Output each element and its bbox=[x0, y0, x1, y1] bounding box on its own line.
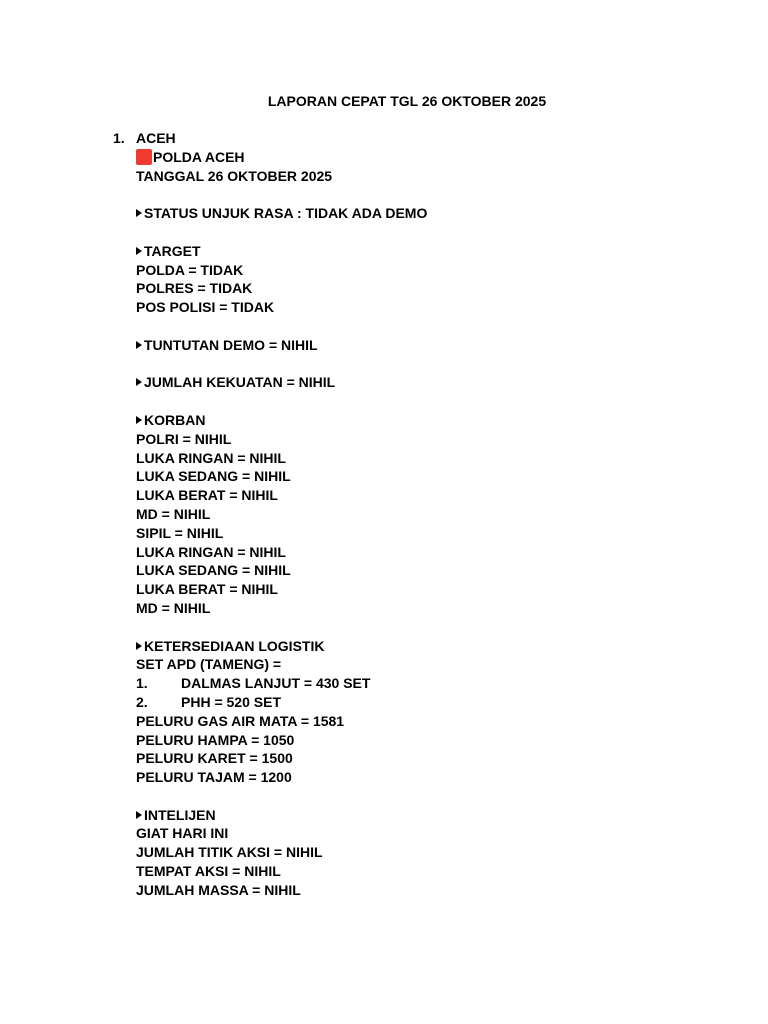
blank-line bbox=[136, 618, 736, 637]
korban-line: POLRI = NIHIL bbox=[136, 430, 232, 447]
korban-line: LUKA SEDANG = NIHIL bbox=[136, 468, 291, 485]
blank-line bbox=[136, 392, 736, 411]
enum-number: 1. bbox=[136, 675, 148, 692]
korban-heading-text: KORBAN bbox=[144, 411, 206, 428]
target-heading bbox=[136, 242, 736, 261]
tuntutan-line bbox=[136, 336, 736, 355]
logistik-heading-text: KETERSEDIAAN LOGISTIK bbox=[144, 637, 325, 654]
triangle-right-icon bbox=[136, 341, 142, 349]
tuntutan-text: TUNTUTAN DEMO = NIHIL bbox=[144, 336, 318, 353]
intelijen-line: GIAT HARI INI bbox=[136, 825, 229, 842]
region-name: ACEH bbox=[136, 130, 176, 146]
triangle-right-icon bbox=[136, 416, 142, 424]
list-number: 1. bbox=[113, 130, 125, 146]
intelijen-heading-text: INTELIJEN bbox=[144, 806, 216, 823]
triangle-right-icon bbox=[136, 642, 142, 650]
korban-line: LUKA RINGAN = NIHIL bbox=[136, 449, 286, 466]
blank-line bbox=[136, 355, 736, 374]
enum-text: DALMAS LANJUT = 430 SET bbox=[181, 675, 371, 692]
document-title: LAPORAN CEPAT TGL 26 OKTOBER 2025 bbox=[267, 93, 547, 109]
intelijen-line: JUMLAH TITIK AKSI = NIHIL bbox=[136, 844, 323, 861]
korban-line: LUKA RINGAN = NIHIL bbox=[136, 543, 286, 560]
ammo-line: PELURU GAS AIR MATA = 1581 bbox=[136, 712, 345, 729]
target-heading-text: TARGET bbox=[144, 242, 201, 259]
ammo-line: PELURU TAJAM = 1200 bbox=[136, 769, 292, 786]
korban-line: LUKA SEDANG = NIHIL bbox=[136, 562, 291, 579]
blank-line bbox=[136, 223, 736, 242]
target-line: POLRES = TIDAK bbox=[136, 280, 253, 297]
kekuatan-text: JUMLAH KEKUATAN = NIHIL bbox=[144, 374, 336, 391]
intelijen-line: TEMPAT AKSI = NIHIL bbox=[136, 863, 281, 880]
logistik-heading bbox=[136, 637, 736, 656]
blank-line bbox=[136, 787, 736, 806]
blank-line bbox=[136, 185, 736, 204]
korban-line: LUKA BERAT = NIHIL bbox=[136, 487, 278, 504]
intelijen-heading bbox=[136, 806, 736, 825]
ammo-line: PELURU HAMPA = 1050 bbox=[136, 731, 295, 748]
kekuatan-line bbox=[136, 373, 736, 392]
enum-number: 2. bbox=[136, 693, 148, 710]
logistik-item bbox=[136, 693, 736, 712]
polda-line bbox=[136, 148, 736, 167]
target-line: POS POLISI = TIDAK bbox=[136, 299, 275, 316]
korban-line: SIPIL = NIHIL bbox=[136, 524, 224, 541]
date-line: TANGGAL 26 OKTOBER 2025 bbox=[136, 167, 333, 184]
ammo-line: PELURU KARET = 1500 bbox=[136, 750, 293, 767]
apd-line: SET APD (TAMENG) = bbox=[136, 656, 282, 673]
korban-heading bbox=[136, 411, 736, 430]
enum-text: PHH = 520 SET bbox=[181, 693, 281, 710]
report-body bbox=[136, 129, 736, 900]
triangle-right-icon bbox=[136, 247, 142, 255]
triangle-right-icon bbox=[136, 209, 142, 217]
red-square-icon bbox=[136, 149, 152, 165]
korban-line: MD = NIHIL bbox=[136, 599, 211, 616]
target-line: POLDA = TIDAK bbox=[136, 261, 244, 278]
korban-line: MD = NIHIL bbox=[136, 505, 211, 522]
korban-line: LUKA BERAT = NIHIL bbox=[136, 581, 278, 598]
triangle-right-icon bbox=[136, 378, 142, 386]
polda-name: POLDA ACEH bbox=[153, 148, 245, 165]
intelijen-line: JUMLAH MASSA = NIHIL bbox=[136, 881, 301, 898]
logistik-item bbox=[136, 674, 736, 693]
blank-line bbox=[136, 317, 736, 336]
status-text: STATUS UNJUK RASA : TIDAK ADA DEMO bbox=[144, 205, 428, 222]
triangle-right-icon bbox=[136, 811, 142, 819]
status-line bbox=[136, 204, 736, 223]
